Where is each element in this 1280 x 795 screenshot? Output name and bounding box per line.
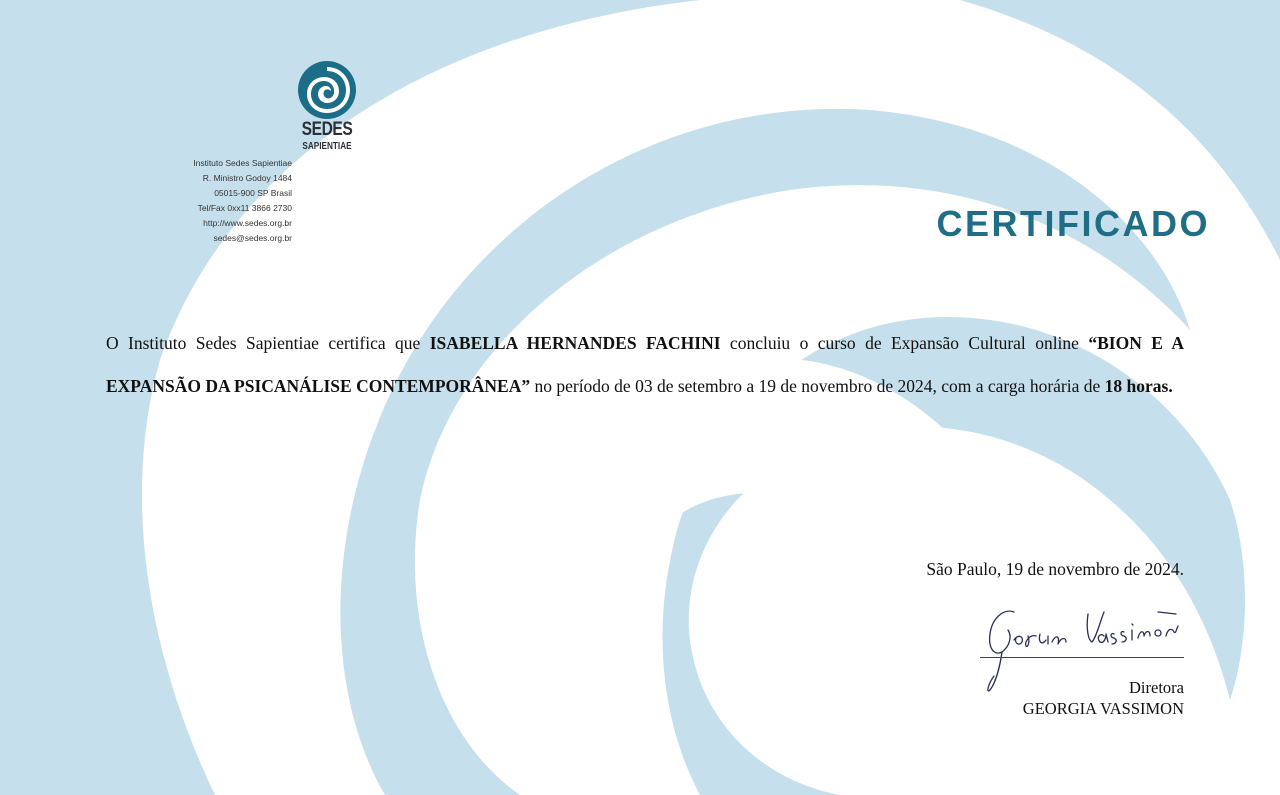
sedes-spiral-logo-icon: [296, 60, 358, 120]
signatory-role: Diretora: [1129, 678, 1184, 697]
body-intro: O Instituto Sedes Sapientiae certifica que: [106, 333, 430, 353]
signature-line: [980, 657, 1184, 658]
course-name: “BION E A EXPANSÃO DA PSICANÁLISE CONTEMPORÂNEA”: [106, 333, 1185, 396]
certificate-body: [106, 322, 1184, 408]
place-date: São Paulo, 19 de novembro de 2024.: [926, 559, 1184, 579]
institute-logo: [292, 60, 362, 160]
student-name: ISABELLA HERNANDES FACHINI: [429, 333, 721, 353]
address-line-website: http://www.sedes.org.br: [203, 218, 292, 228]
address-line-phone: Tel/Fax 0xx11 3866 2730: [197, 203, 292, 213]
body-mid: concluiu o curso de Expansão Cultural online: [720, 333, 1089, 353]
course-hours: 18 horas.: [1104, 376, 1173, 396]
address-line-email: sedes@sedes.org.br: [213, 233, 292, 243]
logo-subtitle: SAPIENTIAE: [302, 141, 352, 152]
signatory-name: GEORGIA VASSIMON: [1022, 699, 1184, 718]
institute-address: [150, 156, 292, 246]
address-line-name: Instituto Sedes Sapientiae: [193, 158, 292, 168]
certificate-title: CERTIFICADO: [936, 203, 1210, 244]
logo-wordmark: SEDES: [301, 119, 353, 140]
address-line-street: R. Ministro Godoy 1484: [202, 173, 292, 183]
address-line-postal: 05015-900 SP Brasil: [214, 188, 292, 198]
body-period: no período de 03 de setembro a 19 de novembro de 2024, com a carga horária de: [530, 376, 1105, 396]
